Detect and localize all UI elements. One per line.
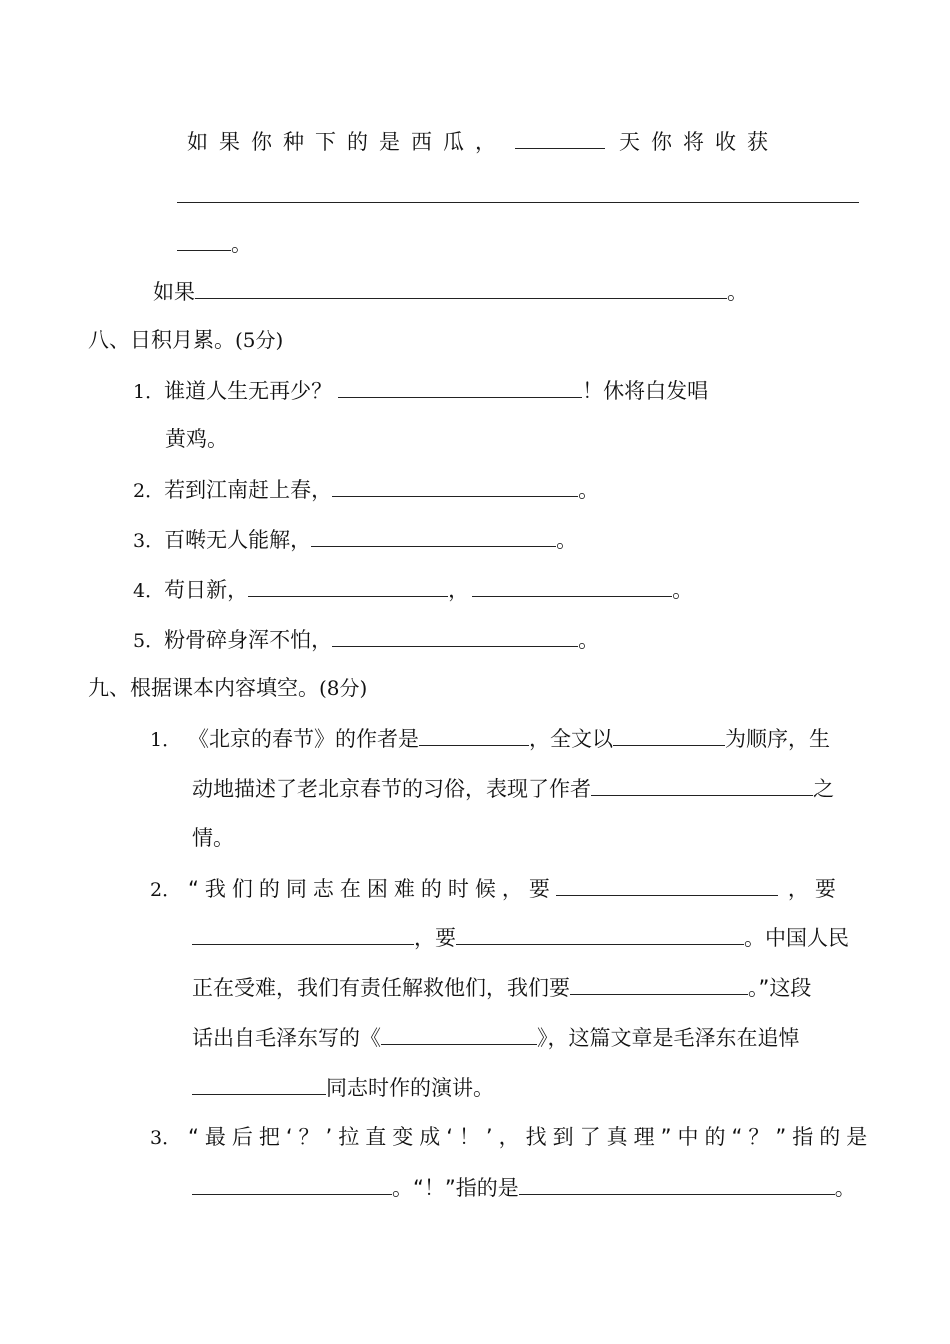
continued-line-3: [177, 228, 252, 258]
item-number: 4．: [133, 580, 165, 602]
s9-q1-line-1: [150, 723, 830, 753]
if-label: 如果: [153, 280, 195, 304]
blank-q2-title[interactable]: [381, 1022, 537, 1045]
continued-line-1-text-2: 天你将收获: [619, 130, 779, 154]
blank-q2-3[interactable]: [456, 922, 744, 945]
s9-q2-text-b: ，要: [787, 877, 842, 901]
item-number: 5．: [133, 630, 165, 652]
s9-q2-line-4: [192, 1022, 800, 1052]
comma: ，: [448, 578, 470, 602]
s9-q3-line-1: [150, 1122, 873, 1152]
blank-author-feeling[interactable]: [591, 773, 813, 796]
blank-s8-2[interactable]: [332, 474, 578, 497]
period: 。: [727, 280, 748, 304]
blank-q2-comrade[interactable]: [192, 1072, 326, 1095]
s9-q1-text-b: ，全文以: [529, 727, 613, 751]
s8-item-1-cont: [165, 424, 228, 454]
continued-line-1-text: 如果你种下的是西瓜，: [187, 130, 507, 154]
blank-s8-3[interactable]: [311, 524, 556, 547]
blank-sequence[interactable]: [613, 723, 725, 746]
s8-item-4: [133, 574, 693, 604]
blank-q3-question[interactable]: [192, 1172, 392, 1195]
blank-q2-4[interactable]: [570, 972, 748, 995]
s9-q2-line-1: [150, 873, 842, 903]
item-number: 2．: [133, 480, 165, 502]
section-9-score: (8分): [319, 676, 368, 700]
blank-author[interactable]: [419, 723, 529, 746]
s8-item-2: [133, 474, 599, 504]
section-9-title: 九、根据课本内容填空。: [88, 676, 319, 700]
period: 。: [834, 1176, 856, 1200]
period: 。: [578, 628, 600, 652]
s8-item-5: [133, 624, 599, 654]
s9-q3-text-b: 。“！”指的是: [392, 1176, 519, 1200]
continued-line-4: [153, 276, 748, 306]
s9-q2-text-i: 同志时作的演讲。: [326, 1076, 494, 1100]
s9-q2-line-5: [192, 1072, 494, 1102]
s9-q1-text-d: 动地描述了老北京春节的习俗，表现了作者: [192, 777, 591, 801]
period: 。: [556, 528, 578, 552]
s8-item-1: [133, 375, 708, 405]
item-number: 3．: [133, 530, 165, 552]
s9-q1-text-c: 为顺序，生: [725, 727, 830, 751]
period: 。: [672, 578, 694, 602]
blank-s8-1[interactable]: [338, 375, 582, 398]
blank-if-sentence[interactable]: [195, 276, 727, 299]
s8-item-3: [133, 524, 577, 554]
continued-line-1: [187, 126, 779, 156]
blank-harvest-end[interactable]: [177, 228, 231, 251]
period: 。: [231, 232, 252, 256]
section-9-heading: [88, 673, 367, 703]
s9-q2-text-c: ，要: [414, 926, 456, 950]
s9-q3-text-a: “最后把‘？’拉直变成‘！’，找到了真理”中的“？”指的是: [188, 1125, 874, 1149]
s9-q1-text-f: 情。: [192, 826, 234, 850]
period: 。: [578, 478, 600, 502]
s9-q2-text-g: 话出自毛泽东写的《: [192, 1026, 381, 1050]
s9-q1-line-2: [192, 773, 834, 803]
blank-watermelon-days[interactable]: [515, 126, 605, 149]
s9-q3-line-2: [192, 1172, 856, 1202]
blank-s8-4a[interactable]: [248, 574, 448, 597]
s9-q2-text-a: “我们的同志在困难的时候，要: [188, 877, 556, 901]
s8-item-3-text: 百啭无人能解，: [164, 528, 312, 552]
item-number: 3．: [150, 1127, 182, 1149]
blank-s8-5[interactable]: [332, 624, 578, 647]
s8-item-2-text: 若到江南赶上春，: [164, 478, 333, 502]
s8-item-5-text: 粉骨碎身浑不怕，: [164, 628, 333, 652]
s9-q2-text-d: 。中国人民: [744, 926, 849, 950]
blank-q2-1[interactable]: [556, 873, 778, 896]
blank-q3-exclaim[interactable]: [519, 1172, 835, 1195]
s9-q2-text-h: 》，这篇文章是毛泽东在追悼: [537, 1026, 800, 1050]
s8-item-1-text-2: ！休将白发唱: [582, 379, 709, 403]
s9-q2-line-3: [192, 972, 811, 1002]
item-number: 1．: [133, 381, 165, 403]
s9-q1-text-e: 之: [813, 777, 834, 801]
blank-s8-4b[interactable]: [472, 574, 672, 597]
item-number: 2．: [150, 879, 182, 901]
item-number: 1．: [150, 729, 182, 751]
section-8-title: 八、日积月累。: [88, 328, 235, 352]
s9-q2-text-f: 。”这段: [748, 976, 812, 1000]
section-8-score: (5分): [235, 328, 284, 352]
s8-item-4-text: 苟日新，: [164, 578, 249, 602]
s9-q1-text-a: 《北京的春节》的作者是: [188, 727, 419, 751]
s9-q2-text-e: 正在受难，我们有责任解救他们，我们要: [192, 976, 570, 1000]
s9-q2-line-2: [192, 922, 849, 952]
s9-q1-line-3: [192, 823, 234, 853]
s8-item-1-text-3: 黄鸡。: [165, 427, 228, 451]
blank-q2-2[interactable]: [192, 922, 414, 945]
s8-item-1-text: 谁道人生无再少？: [164, 379, 333, 403]
blank-harvest-line[interactable]: [177, 202, 859, 203]
section-8-heading: [88, 325, 283, 355]
